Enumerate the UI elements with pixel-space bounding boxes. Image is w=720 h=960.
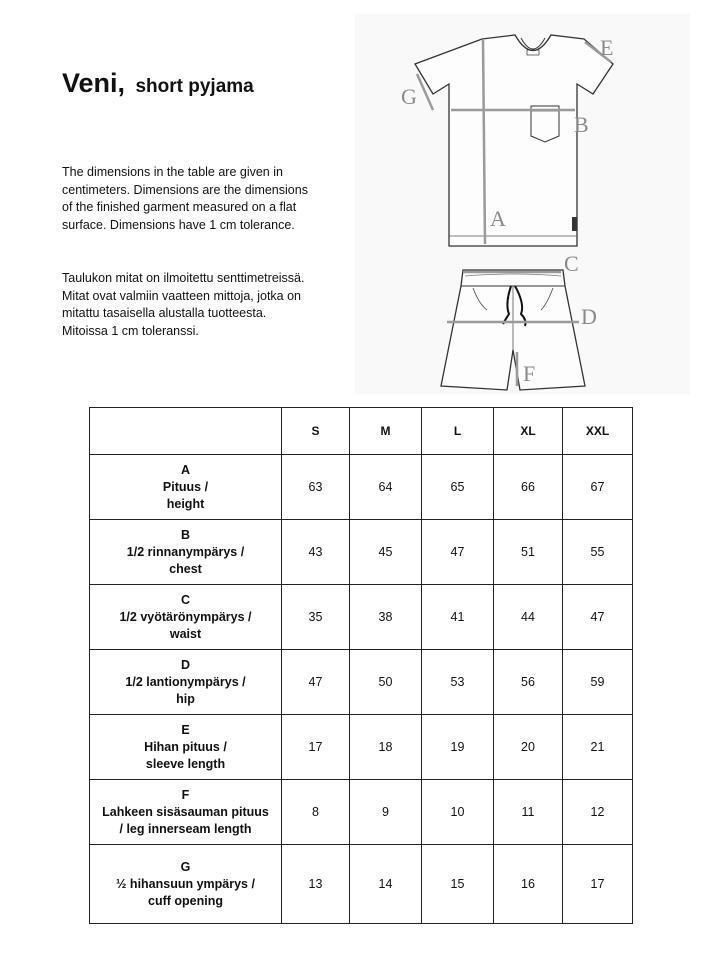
size-header: XL bbox=[494, 408, 563, 455]
table-cell: 38 bbox=[350, 585, 422, 650]
table-cell: 47 bbox=[282, 650, 350, 715]
measurement-label bbox=[90, 715, 282, 780]
table-cell: 56 bbox=[494, 650, 563, 715]
measurement-name-fi: Pituus / bbox=[162, 479, 209, 494]
measurement-name-fi: Lahkeen sisäsauman pituus bbox=[102, 804, 269, 819]
dim-label-g: G bbox=[401, 84, 417, 109]
size-header: S bbox=[282, 408, 350, 455]
table-cell: 16 bbox=[494, 845, 563, 924]
table-cell: 11 bbox=[494, 780, 563, 845]
measurement-code: A bbox=[180, 462, 191, 477]
table-cell: 65 bbox=[422, 455, 494, 520]
size-header: XXL bbox=[563, 408, 633, 455]
measurement-name-en: sleeve length bbox=[145, 756, 226, 771]
table-cell: 45 bbox=[350, 520, 422, 585]
table-cell: 47 bbox=[422, 520, 494, 585]
dim-label-e: E bbox=[600, 35, 614, 60]
measurement-name-en: waist bbox=[169, 626, 202, 641]
table-cell: 67 bbox=[563, 455, 633, 520]
table-cell: 59 bbox=[563, 650, 633, 715]
table-cell: 50 bbox=[350, 650, 422, 715]
table-header-row bbox=[90, 408, 633, 455]
table-row bbox=[90, 715, 633, 780]
measurement-name-fi: 1/2 lantionympärys / bbox=[125, 674, 246, 689]
description-english: The dimensions in the table are given in centimeters. Dimensions are the dimensions of the finished garment measured on a flat surface. Dimensions have 1 cm tolerance. bbox=[62, 165, 308, 232]
dim-label-a: A bbox=[490, 206, 506, 231]
table-cell: 41 bbox=[422, 585, 494, 650]
table-cell: 17 bbox=[563, 845, 633, 924]
table-cell: 43 bbox=[282, 520, 350, 585]
dim-label-b: B bbox=[574, 112, 589, 137]
measurement-label bbox=[90, 780, 282, 845]
measurement-label bbox=[90, 650, 282, 715]
table-cell: 17 bbox=[282, 715, 350, 780]
measurement-name-en: chest bbox=[169, 561, 202, 576]
table-header-blank bbox=[90, 408, 282, 455]
table-cell: 44 bbox=[494, 585, 563, 650]
garment-illustration bbox=[355, 14, 690, 394]
table-cell: 35 bbox=[282, 585, 350, 650]
table-cell: 20 bbox=[494, 715, 563, 780]
measurement-name-en: cuff opening bbox=[148, 893, 223, 908]
product-subtitle: short pyjama bbox=[135, 76, 254, 97]
measurement-code: G bbox=[180, 859, 191, 874]
table-cell: 64 bbox=[350, 455, 422, 520]
table-cell: 55 bbox=[563, 520, 633, 585]
measurement-name-en: height bbox=[166, 496, 205, 511]
measurement-name-fi: 1/2 rinnanympärys / bbox=[126, 544, 245, 559]
table-row bbox=[90, 585, 633, 650]
size-table bbox=[89, 407, 633, 924]
table-cell: 14 bbox=[350, 845, 422, 924]
measurement-code: F bbox=[181, 787, 190, 802]
page-title bbox=[62, 68, 254, 99]
measurement-name-en: / leg innerseam length bbox=[119, 821, 252, 836]
measurement-code: C bbox=[180, 592, 191, 607]
table-row bbox=[90, 520, 633, 585]
measurement-label bbox=[90, 520, 282, 585]
description-finnish: Taulukon mitat on ilmoitettu senttimetreissä. Mitat ovat valmiin vaatteen mittoja, jotka on mitattu tasaisella alustalla tuotteesta. Mitoissa 1 cm toleranssi. bbox=[62, 271, 305, 338]
table-cell: 53 bbox=[422, 650, 494, 715]
measurement-code: E bbox=[181, 722, 190, 737]
measurement-name-fi: 1/2 vyötärönympärys / bbox=[119, 609, 252, 624]
table-cell: 10 bbox=[422, 780, 494, 845]
measurement-label bbox=[90, 585, 282, 650]
size-header: M bbox=[350, 408, 422, 455]
table-row bbox=[90, 780, 633, 845]
measurement-code: B bbox=[180, 527, 191, 542]
table-row bbox=[90, 455, 633, 520]
table-cell: 8 bbox=[282, 780, 350, 845]
size-header: L bbox=[422, 408, 494, 455]
table-cell: 19 bbox=[422, 715, 494, 780]
product-name: Veni, bbox=[62, 68, 126, 98]
table-cell: 66 bbox=[494, 455, 563, 520]
table-row bbox=[90, 650, 633, 715]
table-cell: 13 bbox=[282, 845, 350, 924]
table-cell: 15 bbox=[422, 845, 494, 924]
measurement-name-en: hip bbox=[176, 691, 195, 706]
measurement-name-fi: ½ hihansuun ympärys / bbox=[116, 876, 255, 891]
table-cell: 51 bbox=[494, 520, 563, 585]
table-cell: 12 bbox=[563, 780, 633, 845]
dim-label-d: D bbox=[581, 304, 597, 329]
measurement-code: D bbox=[180, 657, 191, 672]
table-row bbox=[90, 845, 633, 924]
table-cell: 63 bbox=[282, 455, 350, 520]
table-cell: 47 bbox=[563, 585, 633, 650]
table-cell: 21 bbox=[563, 715, 633, 780]
measurement-label bbox=[90, 845, 282, 924]
table-cell: 18 bbox=[350, 715, 422, 780]
measurement-name-fi: Hihan pituus / bbox=[144, 739, 227, 754]
measurement-label bbox=[90, 455, 282, 520]
table-cell: 9 bbox=[350, 780, 422, 845]
dim-label-c: C bbox=[564, 251, 579, 276]
dim-label-f: F bbox=[523, 361, 536, 386]
garment-diagram bbox=[355, 14, 690, 394]
